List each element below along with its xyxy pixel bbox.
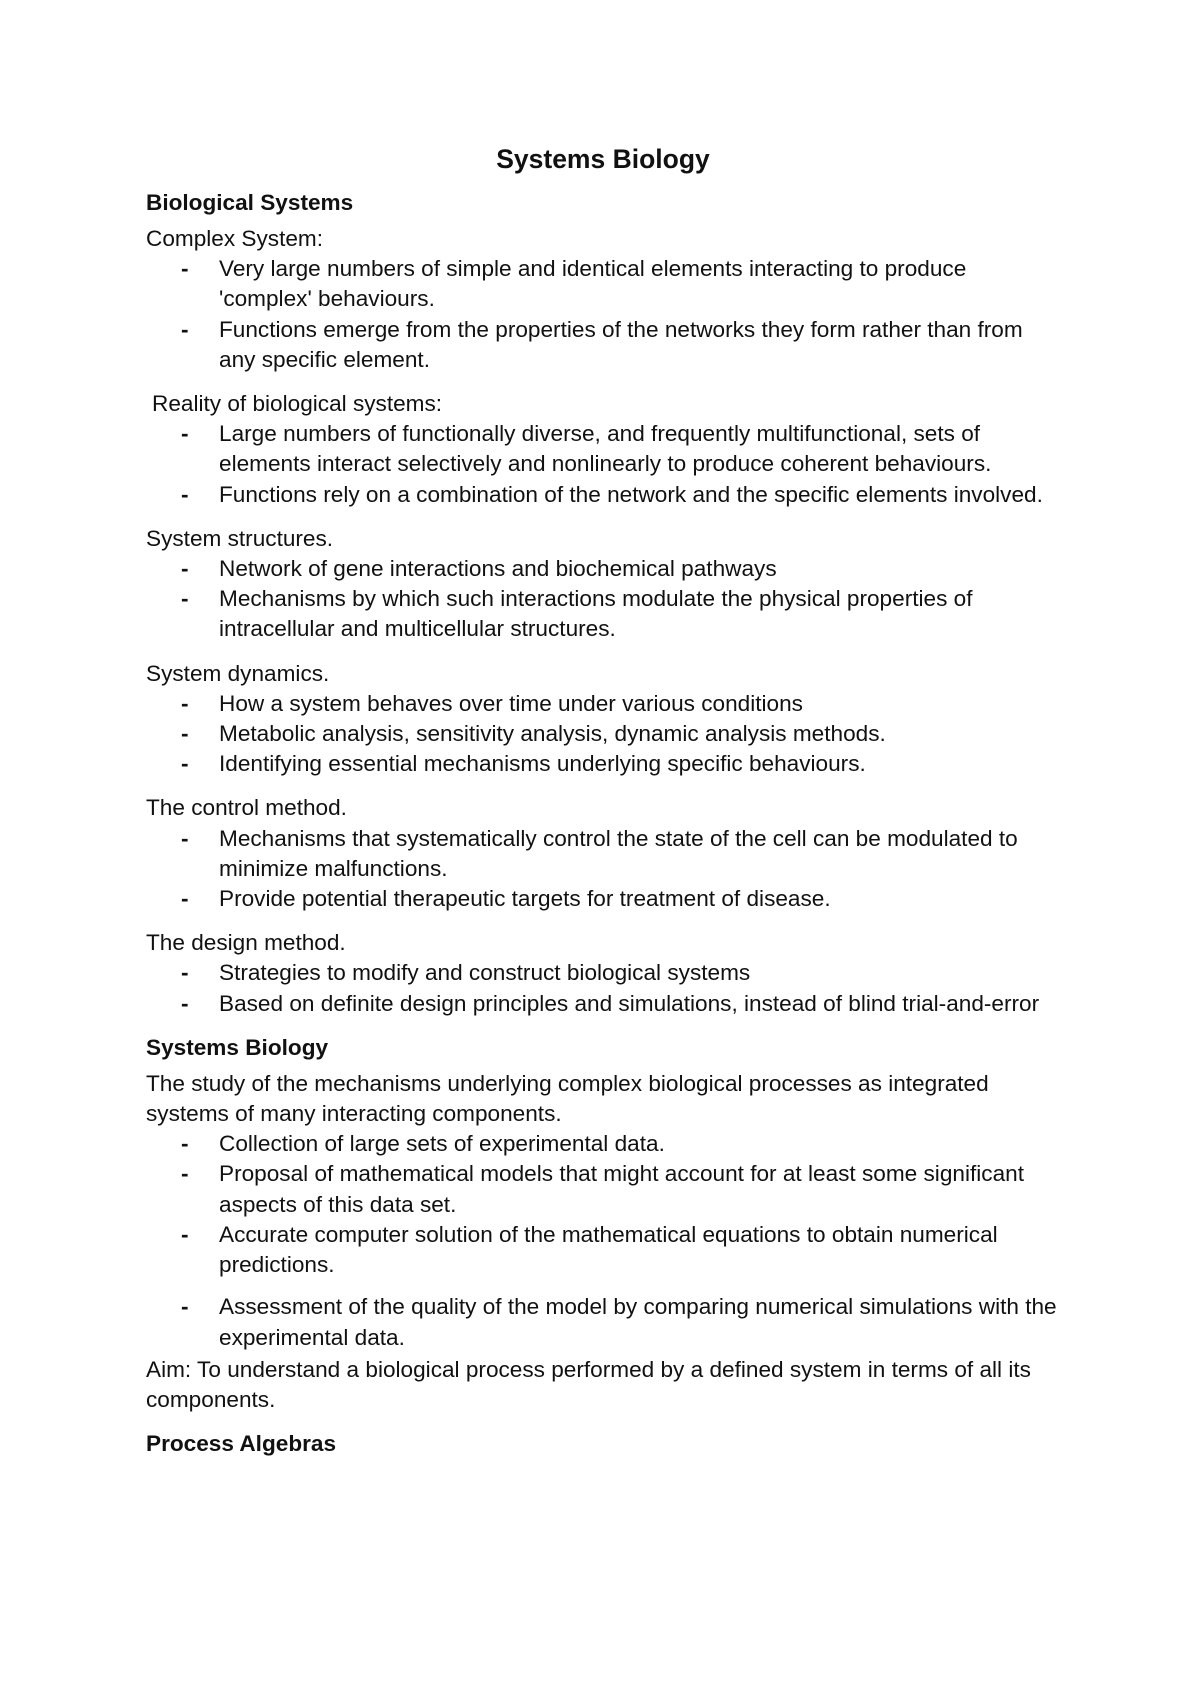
list-item [181,689,1060,719]
group-design-method [146,928,1060,1019]
list-item-text: Mechanisms by which such interactions modulate the physical properties of intracellular and multicellular structures. [219,586,973,642]
group-intro: System structures. [146,525,334,551]
dash-bullet-icon: - [181,960,189,986]
bullet-list [146,554,1060,645]
dash-bullet-icon: - [181,1161,189,1187]
list-item-text: Identifying essential mechanisms underlying specific behaviours. [219,751,866,777]
list-item-text: Accurate computer solution of the mathematical equations to obtain numerical predictions. [219,1221,998,1278]
dash-bullet-icon: - [181,556,189,582]
list-item [181,554,1060,584]
list-item [181,824,1060,884]
list-item-text: Proposal of mathematical models that might account for at least some significant aspects of this data set. [219,1161,1024,1217]
bullet-list [146,1129,1060,1352]
list-item [181,884,1060,914]
section-heading-process-algebras: Process Algebras [146,1431,337,1457]
list-item [181,1292,1060,1352]
list-item-text: Functions rely on a combination of the network and the specific elements involved. [219,481,1043,507]
list-item-text: Strategies to modify and construct biological systems [219,960,751,986]
list-item-text: How a system behaves over time under various conditions [219,690,803,716]
list-item-text: Assessment of the quality of the model by comparing numerical simulations with the experimental data. [219,1294,1057,1350]
list-item-text: Network of gene interactions and biochemical pathways [219,556,777,582]
dash-bullet-icon: - [181,721,189,747]
list-item-text: Based on definite design principles and simulations, instead of blind trial-and-error [219,990,1040,1016]
list-item [181,719,1060,749]
group-intro: Complex System: [146,226,324,251]
document-title: Systems Biology [496,144,710,174]
dash-bullet-icon: - [181,886,189,912]
list-item [181,1220,1060,1280]
list-item-text: Mechanisms that systematically control the state of the cell can be modulated to minimize malfunctions. [219,825,1018,881]
group-aim [146,1355,1060,1415]
dash-bullet-icon: - [181,990,189,1016]
list-item [181,480,1060,510]
dash-bullet-icon: - [181,1131,189,1157]
group-intro: System dynamics. [146,660,330,686]
dash-bullet-icon: - [181,316,189,342]
list-item [181,419,1060,479]
group-systems-biology [146,1069,1060,1353]
group-intro: The design method. [146,930,346,956]
group-intro: Reality of biological systems: [152,391,443,417]
bullet-list [146,824,1060,915]
dash-bullet-icon: - [181,421,189,447]
group-system-structures [146,524,1060,645]
bullet-list [146,254,1060,375]
list-item-text: Collection of large sets of experimental data. [219,1131,665,1157]
section-heading-biological-systems: Biological Systems [146,190,354,215]
bullet-list [146,419,1060,510]
list-item [181,315,1060,375]
list-item [181,254,1060,314]
dash-bullet-icon: - [181,1294,189,1320]
list-item [181,1129,1060,1159]
dash-bullet-icon: - [181,481,189,507]
section-heading-systems-biology: Systems Biology [146,1034,329,1060]
dash-bullet-icon: - [181,256,189,282]
bullet-list [146,958,1060,1018]
dash-bullet-icon: - [181,690,189,716]
bullet-list [146,689,1060,780]
section-intro: The study of the mechanisms underlying complex biological processes as integrated systems of many interacting components. [146,1070,989,1127]
list-item-text: Very large numbers of simple and identical elements interacting to produce 'complex' behaviours. [219,256,967,312]
group-system-dynamics [146,659,1060,780]
list-item [181,749,1060,779]
dash-bullet-icon: - [181,586,189,612]
group-intro: The control method. [146,795,347,821]
list-item-text: Large numbers of functionally diverse, and frequently multifunctional, sets of elements interact selectively and nonlinearly to produce coherent behaviours. [219,421,992,477]
aim-statement: Aim: To understand a biological process performed by a defined system in terms of all its components. [146,1356,1031,1412]
list-item [181,584,1060,644]
group-complex-system [146,224,1060,375]
list-item-text: Functions emerge from the properties of the networks they form rather than from any specific element. [219,316,1023,372]
list-item-text: Metabolic analysis, sensitivity analysis, dynamic analysis methods. [219,721,886,747]
group-reality-biological-systems [146,389,1060,510]
list-item [181,989,1060,1019]
list-item [181,1159,1060,1219]
dash-bullet-icon: - [181,751,189,777]
dash-bullet-icon: - [181,825,189,851]
list-item [181,958,1060,988]
dash-bullet-icon: - [181,1221,189,1247]
group-control-method [146,793,1060,914]
list-item-text: Provide potential therapeutic targets for treatment of disease. [219,886,831,912]
